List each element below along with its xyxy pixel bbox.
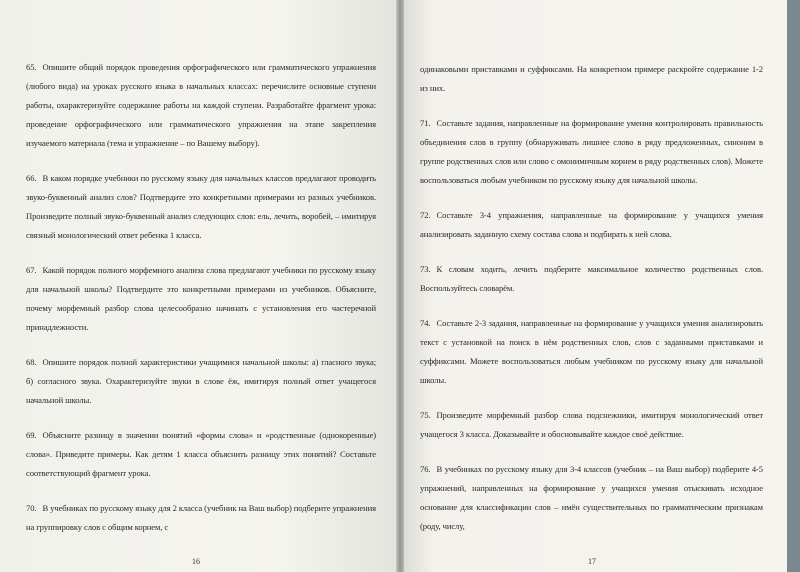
page-number: 16 xyxy=(192,557,200,566)
question-74: 74. Составьте 2-3 задания, направленные на формирование у учащихся умения анализировать текст с установкой на поиск в нём родственных слов, слов с заданными приставками и суффиксами. Можете воспользоваться любым учебником по русскому языку для начальной школы. xyxy=(420,318,763,385)
page-number: 17 xyxy=(588,557,596,566)
question-65: 65. Опишите общий порядок проведения орфографического или грамматического упражнения (любого вида) на уроках русского языка в начальных классах: перечислите основные ступени работы, охарактеризуйте содержание работы на каждой ступени. Разработайте фрагмент урока: проведение орфографического или грамматического упражнения на этапе закрепления изучаемого материала (тема и упражнение – по Вашему выбору). xyxy=(26,62,376,148)
question-70-continued: одинаковыми приставками и суффиксами. На конкретном примере раскройте содержание 1-2 из них. xyxy=(420,64,763,93)
left-page xyxy=(0,0,396,572)
question-72: 72. Составьте 3-4 упражнения, направленные на формирование у учащихся умения анализировать заданную схему состава слова и подбирать к ней слова. xyxy=(420,210,763,239)
question-70: 70. В учебниках по русскому языку для 2 класса (учебник на Ваш выбор) подберите упражнения на группировку слов с общим корнем, с xyxy=(26,503,376,532)
background-edge xyxy=(787,0,800,572)
question-71: 71. Составьте задания, направленные на формирование умения контролировать правильность объединения слов в группу (обнаруживать лишнее слово в ряду предложенных, синоним в группе родственных слов или слово с омонимичным корнем в ряду родственных слов). Можете воспользоваться любым учебником по русскому языку для начальной школы. xyxy=(420,118,763,185)
question-76: 76. В учебниках по русскому языку для 3-4 классов (учебник – на Ваш выбор) подберите 4-5 упражнений, направленных на формирование у учащихся умения отыскивать исходное основание для классификации слов – имён существительных по грамматическим признакам (роду, числу, xyxy=(420,464,763,531)
question-69: 69. Объясните разницу в значении понятий «формы слова» и «родственные (однокоренные) слова». Приведите примеры. Как детям 1 класса объяснить разницу этих понятий? Составьте соответствующий фрагмент урока. xyxy=(26,430,376,478)
right-page xyxy=(404,0,787,572)
question-66: 66. В каком порядке учебники по русскому языку для начальных классов предлагают проводить звуко-буквенный анализ слов? Подтвердите это конкретными примерами из разных учебников. Произведите полный звуко-буквенный анализ следующих слов: ель, лечить, воробей, – имитируя связный монологический ответ ребенка 1 класса. xyxy=(26,173,376,240)
question-75: 75. Произведите морфемный разбор слова подснежники, имитируя монологический ответ учащегося 3 класса. Доказывайте и обосновывайте каждое своё действие. xyxy=(420,410,763,439)
question-67: 67. Какой порядок полного морфемного анализа слова предлагают учебники по русскому языку для начальной школы? Подтвердите это конкретными примерами из учебников. Объясните, почему морфемный разбор слова целесообразно начинать с установления его частеречной принадлежности. xyxy=(26,265,376,332)
question-68: 68. Опишите порядок полной характеристики учащимися начальной школы: а) гласного звука; б) согласного звука. Охарактеризуйте звуки в слове ёж, имитируя полный ответ учащегося начальной школы. xyxy=(26,357,376,405)
question-73: 73. К словам ходить, лечить подберите максимальное количество родственных слов. Воспользуйтесь словарём. xyxy=(420,264,763,293)
book-gutter xyxy=(396,0,404,572)
